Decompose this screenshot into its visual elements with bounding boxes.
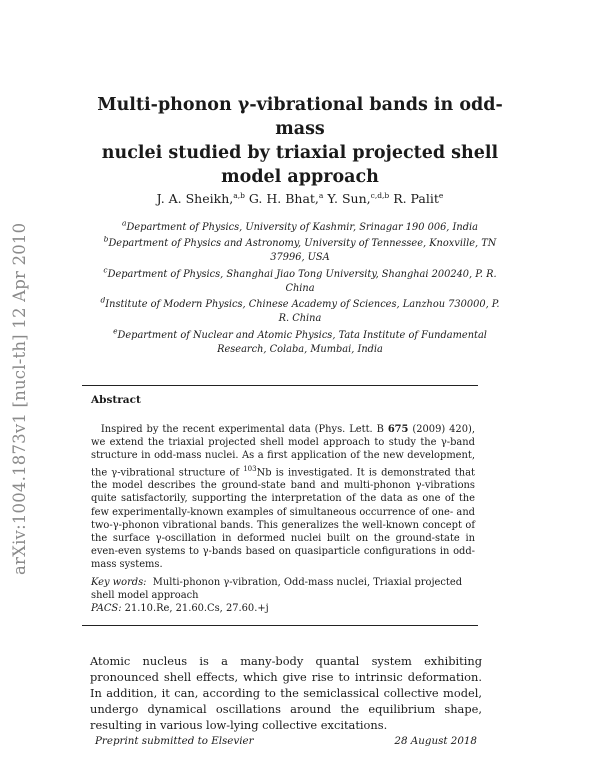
abstract-part: Inspired by the recent experimental data (Phys. Lett. B	[100, 424, 388, 435]
affil-mark: d	[100, 295, 106, 305]
footer-date: 28 August 2018	[394, 735, 477, 747]
affiliation	[100, 218, 500, 235]
pacs-codes: 21.10.Re, 21.60.Cs, 27.60.+j	[124, 603, 269, 615]
keywords-text: Multi-phonon γ-vibration, Odd-mass nuclei, Triaxial projected shell model approach	[91, 577, 463, 602]
affiliation	[100, 326, 500, 356]
arxiv-identifier: arXiv:1004.1873v1 [nucl-th] 12 Apr 2010	[10, 222, 29, 575]
abstract-part: Nb is investigated. It is demonstrated that the model describes the ground-state band and multi-phonon γ-vibrations quite satisfactorily, supporting the interpretation of the data as one of the few experimentally-known examples of simultaneous occurrence of one- and two-γ-phonon vibrational bands. This generalizes the well-known concept of the surface γ-oscillation in deformed nuclei built on the ground-state in even-even systems to γ-bands based on quasiparticle configurations in odd-mass systems.	[91, 466, 475, 571]
abstract-volume: 675	[387, 424, 409, 435]
preprint-note: Preprint submitted to Elsevier	[95, 735, 254, 747]
author-name: G. H. Bhat,	[248, 191, 319, 206]
affiliation	[100, 234, 500, 264]
affil-mark: c	[103, 265, 108, 275]
author-affil-mark: e	[438, 190, 444, 200]
affil-text: Department of Physics and Astronomy, University of Tennessee, Knoxville, TN 37996, USA	[108, 238, 497, 263]
paper-title	[80, 93, 520, 189]
affiliation	[100, 295, 500, 325]
bottom-divider	[82, 625, 478, 626]
body-paragraph: Atomic nucleus is a many-body quantal system exhibiting pronounced shell effects, which give rise to intrinsic deformation. In addition, it can, according to the semiclassical collective model, undergo dynamical oscillations around the equilibrium shape, resulting in various low-lying collective excitations.	[90, 654, 482, 732]
top-divider	[82, 385, 478, 386]
abstract-heading: Abstract	[91, 394, 141, 406]
title-line-3: model approach	[221, 167, 379, 187]
affil-mark: a	[122, 218, 127, 228]
keywords-label: Key words:	[91, 577, 147, 588]
affiliation	[100, 265, 500, 295]
abstract-part: (2009) 420), we extend the triaxial projected shell model approach to study the γ-band structure in odd-mass nuclei. As a first application of the new development, the γ-vibrational structure of	[91, 424, 475, 478]
author-list	[80, 190, 520, 208]
pacs-label: PACS:	[91, 603, 122, 615]
affil-text: Department of Nuclear and Atomic Physics, Tata Institute of Fundamental Research, Colaba, Mumbai, India	[117, 330, 487, 355]
title-line-1: Multi-phonon γ-vibrational bands in odd-mass	[97, 95, 503, 139]
author-name: Y. Sun,	[327, 191, 371, 206]
author-name: J. A. Sheikh,	[156, 191, 234, 206]
author-affil-mark: c,d,b	[370, 190, 390, 200]
affil-text: Department of Physics, Shanghai Jiao Tong University, Shanghai 200240, P. R. China	[107, 269, 497, 294]
author-affil-mark: a,b	[233, 190, 245, 200]
affil-text: Department of Physics, University of Kashmir, Srinagar 190 006, India	[126, 222, 478, 233]
keywords-block	[91, 576, 481, 616]
affil-mark: b	[103, 234, 109, 244]
author-name: R. Palit	[393, 191, 439, 206]
isotope-mass: 103	[243, 464, 257, 473]
title-line-2: nuclei studied by triaxial projected shell	[101, 143, 499, 163]
affil-text: Institute of Modern Physics, Chinese Academy of Sciences, Lanzhou 730000, P. R. China	[105, 299, 500, 324]
author-affil-mark: a	[318, 190, 324, 200]
affil-mark: e	[113, 326, 118, 336]
abstract-text	[91, 423, 475, 572]
